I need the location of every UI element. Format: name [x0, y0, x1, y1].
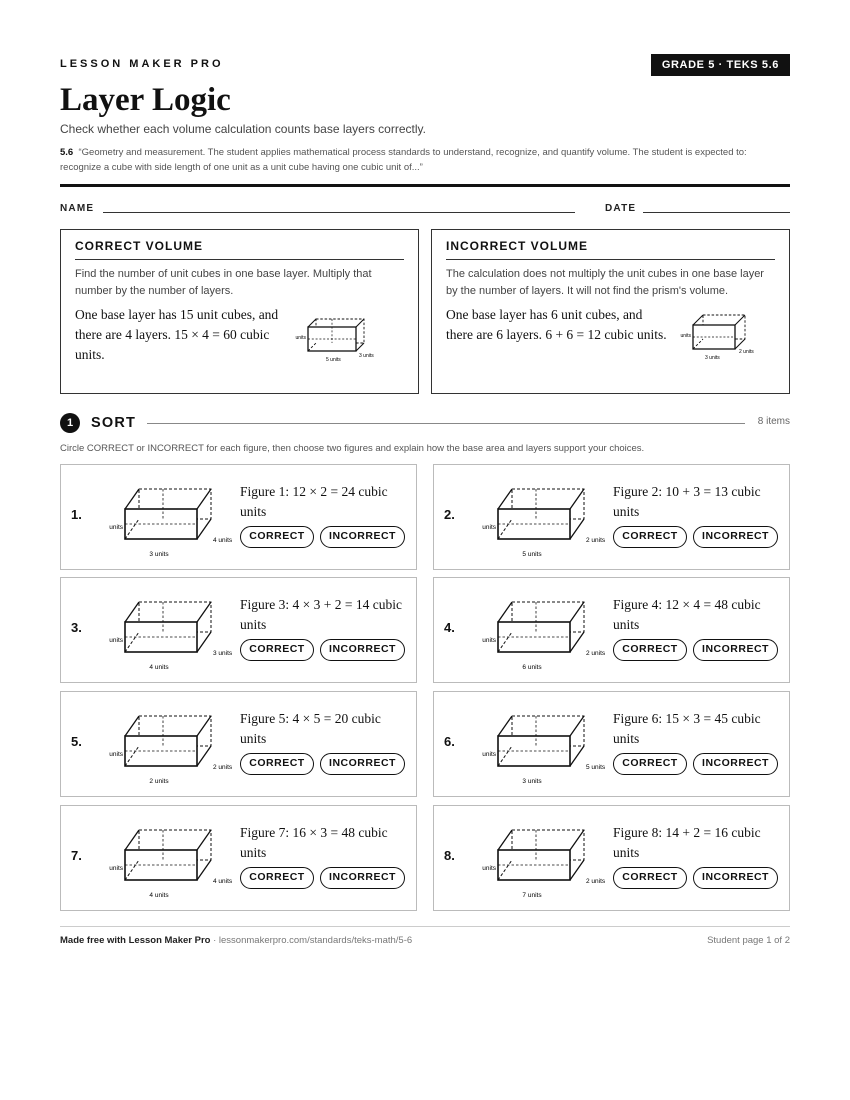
figure-equation: Figure 7: 16 × 3 = 48 cubic units [240, 825, 388, 860]
item-number: 1. [71, 507, 82, 522]
correct-choice-button[interactable]: CORRECT [613, 526, 687, 548]
sort-card [433, 805, 790, 911]
figure-equation: Figure 6: 15 × 3 = 45 cubic units [613, 711, 761, 746]
example-definition: Find the number of unit cubes in one base layer. Multiply that number by the number of layers. [75, 268, 372, 297]
sort-card [433, 691, 790, 797]
height-label: units [109, 637, 123, 644]
height-label: units [295, 335, 306, 341]
standard-text: “Geometry and measurement. The student applies mathematical process standards to understand, recognize, and quantify volume. The student is expected to: recognize a cube with side length of one unit as a unit cube having one cubic unit of...” [60, 147, 747, 173]
example-title: INCORRECT VOLUME [446, 239, 775, 260]
section-number: 1 [60, 413, 80, 433]
depth-label: 2 units [586, 650, 606, 657]
section-title: SORT [91, 415, 137, 431]
prism-figure [468, 824, 618, 902]
grade-badge: GRADE 5 · TEKS 5.6 [651, 54, 790, 76]
correct-choice-button[interactable]: CORRECT [240, 639, 314, 661]
sort-card [60, 805, 417, 911]
height-label: units [482, 865, 496, 872]
item-number: 3. [71, 620, 82, 635]
depth-label: 2 units [586, 878, 606, 885]
correct-choice-button[interactable]: CORRECT [613, 867, 687, 889]
depth-label: 3 units [705, 355, 720, 361]
figure-equation: Figure 3: 4 × 3 + 2 = 14 cubic units [240, 597, 402, 632]
figure-equation: Figure 2: 10 + 3 = 13 cubic units [613, 484, 761, 519]
page-title: Layer Logic [60, 82, 231, 118]
width-label: 3 units [522, 778, 542, 785]
figure-equation: Figure 4: 12 × 4 = 48 cubic units [613, 597, 761, 632]
height-label: units [680, 333, 691, 339]
width-label: 4 units [149, 892, 169, 899]
incorrect-choice-button[interactable]: INCORRECT [320, 639, 405, 661]
item-number: 2. [444, 507, 455, 522]
height-label: units [482, 751, 496, 758]
section-divider [147, 423, 745, 424]
incorrect-choice-button[interactable]: INCORRECT [693, 753, 778, 775]
date-field-line[interactable] [643, 212, 790, 213]
correct-volume-box [60, 229, 419, 394]
incorrect-choice-button[interactable]: INCORRECT [693, 526, 778, 548]
depth-label: 3 units [359, 353, 374, 359]
depth-label: 2 units [213, 764, 233, 771]
example-title: CORRECT VOLUME [75, 239, 404, 260]
width-label: 2 units [739, 349, 754, 355]
prism-figure [95, 710, 245, 788]
width-label: 6 units [522, 664, 542, 671]
item-number: 4. [444, 620, 455, 635]
item-number: 6. [444, 734, 455, 749]
width-label: 5 units [522, 551, 542, 558]
depth-label: 3 units [213, 650, 233, 657]
standard-description [60, 145, 790, 175]
standard-code: 5.6 [60, 147, 74, 158]
date-label: DATE [605, 203, 637, 214]
width-label: 7 units [522, 892, 542, 899]
height-label: units [482, 524, 496, 531]
figure-equation: Figure 8: 14 + 2 = 16 cubic units [613, 825, 761, 860]
depth-label: 4 units [213, 537, 233, 544]
prism-figure [468, 483, 618, 561]
incorrect-choice-button[interactable]: INCORRECT [693, 639, 778, 661]
width-label: 5 units [326, 357, 341, 363]
correct-choice-button[interactable]: CORRECT [240, 526, 314, 548]
footer-page-number: Student page 1 of 2 [707, 935, 790, 946]
correct-choice-button[interactable]: CORRECT [240, 867, 314, 889]
footer-url[interactable]: · lessonmakerpro.com/standards/teks-math/5-6 [210, 935, 413, 946]
height-label: units [109, 751, 123, 758]
section-instructions: Circle CORRECT or INCORRECT for each figure, then choose two figures and explain how the base area and layers support your choices. [60, 443, 645, 454]
depth-label: 2 units [586, 537, 606, 544]
prism-figure [95, 596, 245, 674]
figure-equation: Figure 1: 12 × 2 = 24 cubic units [240, 484, 388, 519]
footer-credit [60, 935, 412, 946]
incorrect-choice-button[interactable]: INCORRECT [693, 867, 778, 889]
sort-card [60, 577, 417, 683]
prism-figure [468, 596, 618, 674]
figure-equation: Figure 5: 4 × 5 = 20 cubic units [240, 711, 381, 746]
incorrect-choice-button[interactable]: INCORRECT [320, 753, 405, 775]
width-label: 4 units [149, 664, 169, 671]
sort-card [433, 577, 790, 683]
item-number: 5. [71, 734, 82, 749]
correct-choice-button[interactable]: CORRECT [240, 753, 314, 775]
incorrect-volume-box [431, 229, 790, 394]
example-prism-figure [675, 305, 775, 365]
depth-label: 5 units [586, 764, 606, 771]
example-prism-figure [295, 305, 404, 365]
sort-card [433, 464, 790, 570]
height-label: units [109, 865, 123, 872]
footer-made-with: Made free with Lesson Maker Pro [60, 935, 211, 946]
sort-card [60, 464, 417, 570]
width-label: 2 units [149, 778, 169, 785]
incorrect-choice-button[interactable]: INCORRECT [320, 526, 405, 548]
item-number: 8. [444, 848, 455, 863]
item-number: 7. [71, 848, 82, 863]
height-label: units [109, 524, 123, 531]
depth-label: 4 units [213, 878, 233, 885]
header-divider [60, 184, 790, 187]
example-text: One base layer has 15 unit cubes, and there are 4 layers. 15 × 4 = 60 cubic units. [75, 307, 279, 362]
section-item-count: 8 items [757, 416, 790, 427]
name-field-line[interactable] [103, 212, 575, 213]
page-subtitle: Check whether each volume calculation counts base layers correctly. [60, 122, 426, 136]
example-text: One base layer has 6 unit cubes, and there are 6 layers. 6 + 6 = 12 cubic units. [446, 307, 667, 342]
height-label: units [482, 637, 496, 644]
prism-figure [95, 824, 245, 902]
brand-name: LESSON MAKER PRO [60, 58, 224, 70]
footer-divider [60, 926, 790, 927]
correct-choice-button[interactable]: CORRECT [613, 639, 687, 661]
width-label: 3 units [149, 551, 169, 558]
incorrect-choice-button[interactable]: INCORRECT [320, 867, 405, 889]
name-label: NAME [60, 203, 95, 214]
prism-figure [468, 710, 618, 788]
sort-card [60, 691, 417, 797]
correct-choice-button[interactable]: CORRECT [613, 753, 687, 775]
example-definition: The calculation does not multiply the unit cubes in one base layer by the number of layers. It will not find the prism's volume. [446, 268, 764, 297]
prism-figure [95, 483, 245, 561]
